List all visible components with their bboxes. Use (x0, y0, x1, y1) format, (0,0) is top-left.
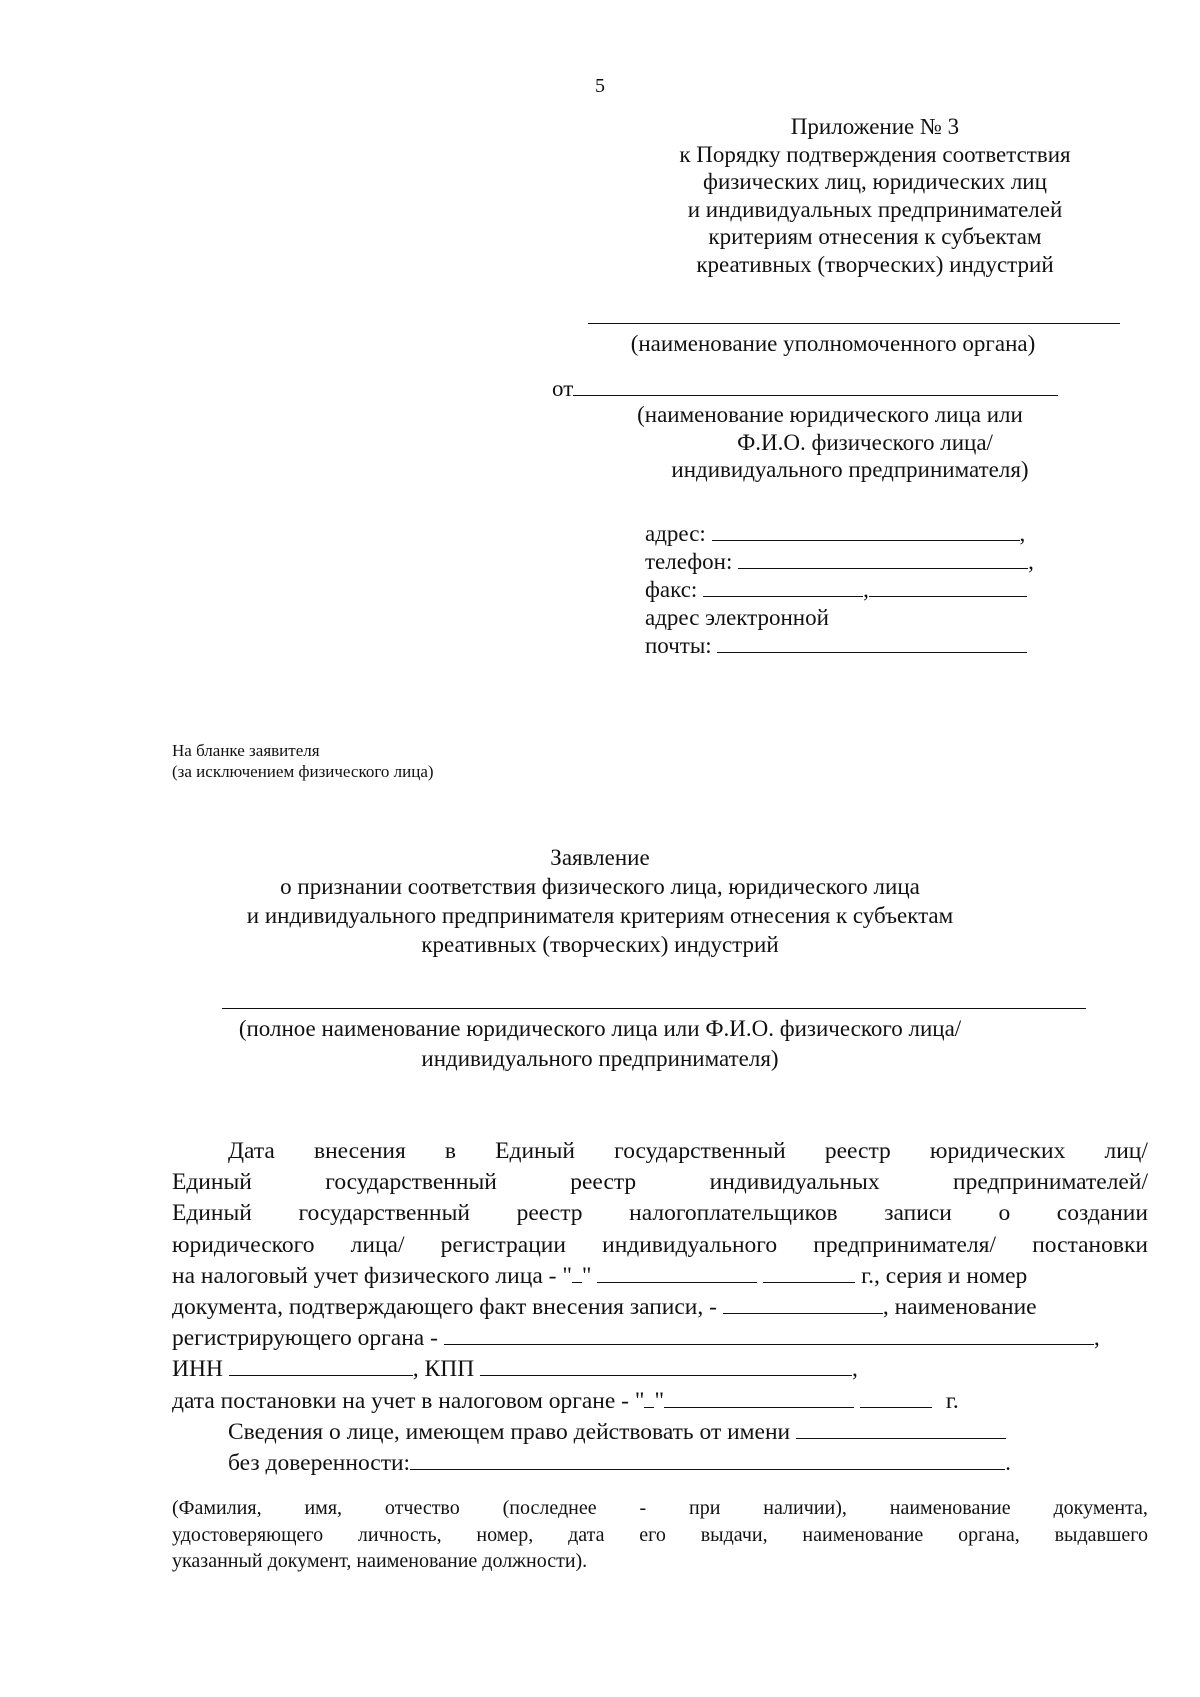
applicant-name-caption (180, 1014, 1020, 1074)
fax-field (645, 576, 1065, 604)
comma: , (852, 1356, 858, 1383)
phone-label: телефон: (645, 549, 733, 574)
body-line (172, 1136, 1148, 1167)
letterhead-note (172, 740, 572, 782)
email-label-line (645, 604, 1065, 632)
footnote-word: наименование (889, 1497, 1011, 1519)
registration-month-blank (597, 1262, 757, 1283)
footnote-word: органа, (958, 1523, 1020, 1546)
body-word: индивидуального (602, 1231, 778, 1258)
letterhead-line: На бланке заявителя (172, 741, 320, 760)
appendix-line: к Порядку подтверждения соответствия (679, 141, 1071, 167)
title-line: о признании соответствия физического лица, юридического лица (280, 874, 920, 899)
inn-label: ИНН (172, 1356, 223, 1383)
body-word: реестр (516, 1200, 583, 1227)
body-word: регистрации (440, 1231, 566, 1258)
authorized-person-label: Сведения о лице, имеющем право действовать от имени (228, 1418, 791, 1445)
from-caption-line: Ф.И.О. физического лица/ (737, 429, 993, 455)
body-word: реестр (824, 1138, 891, 1164)
tax-day-blank (644, 1387, 654, 1408)
appendix-line: физических лиц, юридических лиц (703, 169, 1047, 194)
body-word: создании (1056, 1200, 1148, 1227)
footnote-word: при (689, 1497, 721, 1519)
address-blank (712, 520, 1020, 541)
inn-kpp-line (172, 1354, 1148, 1385)
no-power-of-attorney-line (172, 1448, 1148, 1479)
year-abbrev: г. (945, 1387, 959, 1414)
footnote-word: - (639, 1497, 647, 1519)
inn-blank (229, 1355, 413, 1376)
footnote-word: его (639, 1523, 666, 1546)
footnote-word: удостоверяющего (172, 1523, 324, 1546)
no-power-of-attorney-label: без доверенности: (228, 1449, 411, 1476)
kpp-blank (480, 1355, 852, 1376)
email-label-1: адрес электронной (645, 605, 829, 630)
body-word: о (998, 1200, 1011, 1227)
footnote-line (172, 1495, 1148, 1522)
appendix-line: Приложение № 3 (790, 114, 960, 139)
phone-blank (738, 548, 1028, 569)
from-caption-line: (наименование юридического лица или (637, 402, 1023, 427)
body-line (172, 1230, 1148, 1261)
document-line (172, 1292, 1148, 1323)
comma: , (1093, 1325, 1100, 1352)
body-word: налогоплательщиков (629, 1200, 838, 1227)
body-word: юридического (172, 1231, 315, 1258)
appendix-line: креативных (творческих) индустрий (696, 251, 1054, 277)
registering-body-label-2: регистрирующего органа - (172, 1325, 438, 1352)
body-word: государственный (325, 1169, 497, 1196)
body-word: реестр (570, 1169, 637, 1196)
body-word: предпринимателей/ (953, 1169, 1148, 1196)
document-number-blank (723, 1293, 883, 1314)
name-caption-line: (полное наименование юридического лица или Ф.И.О. физического лица/ (238, 1016, 962, 1041)
email-field (645, 632, 1065, 660)
page-number: 5 (595, 75, 605, 97)
body-line (172, 1167, 1148, 1198)
title-line: Заявление (550, 845, 650, 870)
document-label: документа, подтверждающего факт внесения записи, - (172, 1293, 717, 1320)
address-comma: , (1019, 521, 1026, 546)
registration-day-blank (572, 1262, 582, 1283)
appendix-line: и индивидуальных предпринимателей (687, 196, 1063, 222)
footnote-word: наименование (802, 1523, 924, 1546)
organ-blank-line (588, 323, 1120, 324)
address-field (645, 520, 1065, 548)
appendix-header (655, 113, 1095, 278)
phone-field (645, 548, 1065, 576)
footnote-word: выдавшего (1054, 1523, 1148, 1546)
fax-blank-1 (703, 576, 863, 597)
appendix-line: критериям отнесения к субъектам (708, 224, 1042, 249)
footnote-line (172, 1522, 1148, 1549)
letterhead-line: (за исключением физического лица) (172, 762, 434, 781)
body-word: Единый (495, 1138, 576, 1164)
applicant-name-blank-line (222, 1008, 1086, 1009)
email-blank (717, 632, 1027, 653)
authorized-person-line (172, 1417, 1148, 1448)
tax-registration-line (172, 1386, 1148, 1417)
registration-date-label: на налоговый учет физического лица - " (172, 1262, 572, 1289)
registering-body-label: , наименование (882, 1293, 1037, 1320)
application-body (172, 1136, 1148, 1479)
address-label: адрес: (645, 521, 706, 546)
registration-date-line (172, 1261, 1148, 1292)
body-word: Единый (172, 1200, 252, 1227)
kpp-label: , КПП (412, 1356, 475, 1383)
body-word: юридических (929, 1138, 1066, 1164)
quote-mark: " (581, 1262, 592, 1289)
period: . (1005, 1449, 1011, 1476)
from-label: от (552, 376, 574, 401)
registration-year-blank (763, 1262, 855, 1283)
title-line: креативных (творческих) индустрий (421, 932, 779, 957)
body-word: Единый (172, 1169, 252, 1196)
fax-comma: , (863, 577, 869, 602)
series-number-label: г., серия и номер (861, 1262, 1028, 1289)
name-caption-line: индивидуального предпринимателя) (421, 1046, 779, 1071)
body-word: предпринимателя/ (813, 1231, 997, 1258)
footnote-word: отчество (384, 1497, 460, 1519)
footnote-word: личность, (357, 1523, 442, 1546)
authorized-person-blank (796, 1418, 1006, 1439)
body-word: индивидуальных (709, 1169, 880, 1196)
body-word: государственный (614, 1138, 786, 1164)
email-label-2: почты: (645, 633, 712, 658)
body-word: внесения (313, 1138, 406, 1164)
tax-registration-label: дата постановки на учет в налоговом органе - " (172, 1387, 645, 1414)
from-blank (573, 375, 1058, 396)
footnote-word: выдачи, (700, 1523, 768, 1546)
body-word: записи (884, 1200, 952, 1227)
tax-year-blank (860, 1387, 932, 1408)
phone-comma: , (1028, 549, 1034, 574)
tax-month-blank (664, 1387, 854, 1408)
organ-caption: (наименование уполномоченного органа) (630, 331, 1036, 356)
body-line (172, 1198, 1148, 1229)
fax-blank-2 (869, 576, 1027, 597)
fax-label: факс: (645, 577, 698, 602)
footnote-word: имя, (304, 1497, 343, 1519)
registering-body-blank (444, 1324, 1094, 1345)
document-title (150, 843, 1050, 959)
no-power-of-attorney-blank (410, 1449, 1005, 1470)
contacts-block (645, 520, 1065, 660)
footnote-word: (последнее (502, 1497, 597, 1519)
footnote-word: номер, (476, 1523, 534, 1546)
footnote (172, 1495, 1148, 1575)
footnote-word: документа, (1053, 1497, 1148, 1519)
from-caption (600, 401, 1060, 484)
footnote-line: указанный документ, наименование должности). (172, 1550, 588, 1572)
body-word: постановки (1032, 1231, 1148, 1258)
body-word: Дата (228, 1138, 275, 1164)
body-word: лица/ (350, 1231, 405, 1258)
body-word: государственный (298, 1200, 470, 1227)
body-word: в (444, 1138, 457, 1164)
quote-mark: " (654, 1387, 665, 1414)
registering-body-line (172, 1323, 1148, 1354)
title-line: и индивидуального предпринимателя критериям отнесения к субъектам (246, 903, 954, 928)
from-caption-line: индивидуального предпринимателя) (671, 457, 1029, 482)
footnote-word: дата (568, 1523, 605, 1546)
body-word: лиц/ (1104, 1138, 1148, 1164)
footnote-word: (Фамилия, (172, 1497, 262, 1519)
footnote-word: наличии), (763, 1497, 847, 1519)
from-field (552, 375, 1072, 403)
